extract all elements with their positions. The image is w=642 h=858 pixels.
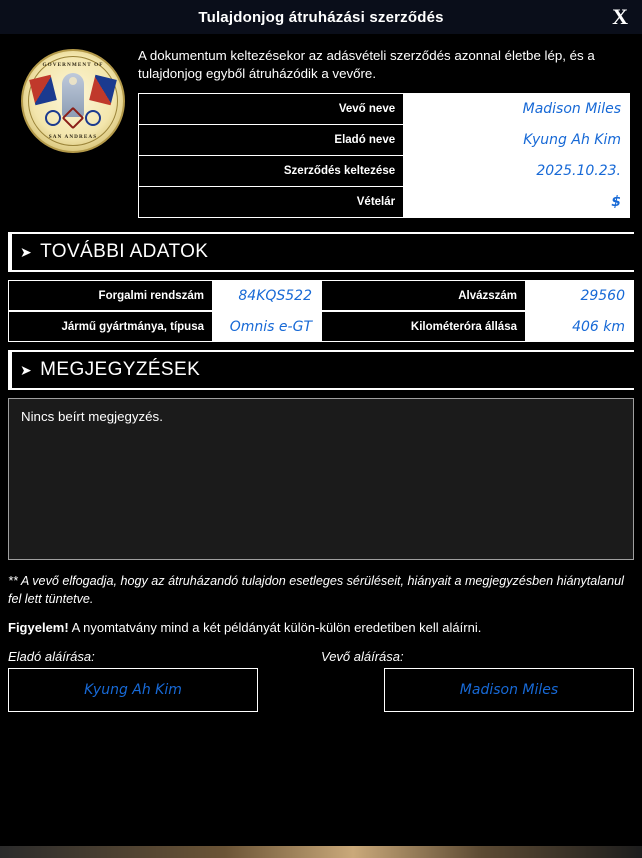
notes-text: Nincs beírt megjegyzés. [21,409,163,424]
section-title-notes: MEGJEGYZÉSEK [40,359,201,380]
field-buyer-signature[interactable] [384,668,634,712]
value-seller-signature: Kyung Ah Kim [84,682,182,698]
window-titlebar [0,0,642,35]
seal-top-text: GOVERNMENT OF [42,62,104,68]
label-seller-name: Eladó neve [139,125,404,156]
intro-paragraph: A dokumentum keltezésekor az adásvételi szerződés azonnal életbe lép, és a tulajdonjog egyből átruházódik a vevőre. [138,48,595,81]
field-odometer[interactable] [526,311,634,342]
field-purchase-price[interactable] [404,187,630,218]
table-row [139,125,630,156]
grid-cell-odometer [321,311,634,342]
value-buyer-name: Madison Miles [522,101,621,117]
field-plate[interactable] [213,280,321,311]
section-header-more-data [8,232,634,272]
signature-labels [8,649,634,664]
seal-emblem-right [85,110,101,126]
chevron-right-icon: ➤ [20,243,33,260]
seal-bottom-text: SAN ANDREAS [48,134,98,140]
more-data-grid [8,280,634,342]
label-seller-signature: Eladó aláírása: [8,649,95,664]
chevron-right-icon: ➤ [20,361,33,378]
header-right [138,45,634,218]
value-odometer: 406 km [572,318,625,335]
field-seller-name[interactable] [404,125,630,156]
field-contract-date[interactable] [404,156,630,187]
value-make-model: Omnis e-GT [229,318,312,335]
contract-main-table [138,93,630,218]
page-title: Tulajdonjog átruházási szerződés [198,8,444,26]
label-buyer-name: Vevő neve [139,94,404,125]
value-purchase-price: $ [611,194,621,210]
disclaimer-text: ** A vevő elfogadja, hogy az átruházandó tulajdon esetleges sérüléseit, hiányait a megjegyzésben hiánytalanul fel lett tüntetve. [8,574,624,606]
grid-cell-plate [8,280,321,311]
warning-bold: Figyelem! [8,620,69,635]
close-icon[interactable]: X [612,4,628,29]
document-header [0,35,642,224]
value-seller-name: Kyung Ah Kim [523,132,621,148]
grid-cell-make-model [8,311,321,342]
grid-cell-vin [321,280,634,311]
warning-text: A nyomtatvány mind a két példányát külön-külön eredetiben kell aláírni. [68,620,482,635]
label-plate: Forgalmi rendszám [8,280,213,311]
table-row [139,94,630,125]
section-title-more-data: TOVÁBBI ADATOK [40,241,209,262]
seal-emblem-middle [62,107,85,130]
seal-container [8,45,138,218]
signature-boxes [8,668,634,712]
label-buyer-signature: Vevő aláírása: [321,649,404,664]
field-seller-signature[interactable] [8,668,258,712]
value-vin: 29560 [580,287,625,304]
label-odometer: Kilométeróra állása [321,311,526,342]
field-vin[interactable] [526,280,634,311]
label-make-model: Jármű gyártmánya, típusa [8,311,213,342]
notes-textarea[interactable] [8,398,634,560]
label-contract-date: Szerződés keltezése [139,156,404,187]
label-vin: Alvázszám [321,280,526,311]
state-seal-icon [21,49,125,153]
table-row [139,156,630,187]
value-contract-date: 2025.10.23. [536,163,621,179]
warning-row [8,620,634,635]
value-plate: 84KQS522 [238,287,312,304]
field-make-model[interactable] [213,311,321,342]
table-row [139,187,630,218]
value-buyer-signature: Madison Miles [459,682,559,698]
label-purchase-price: Vételár [139,187,404,218]
field-buyer-name[interactable] [404,94,630,125]
background-strip [0,846,642,858]
seal-emblem-left [45,110,61,126]
section-header-notes [8,350,634,390]
seal-emblem [45,107,101,129]
